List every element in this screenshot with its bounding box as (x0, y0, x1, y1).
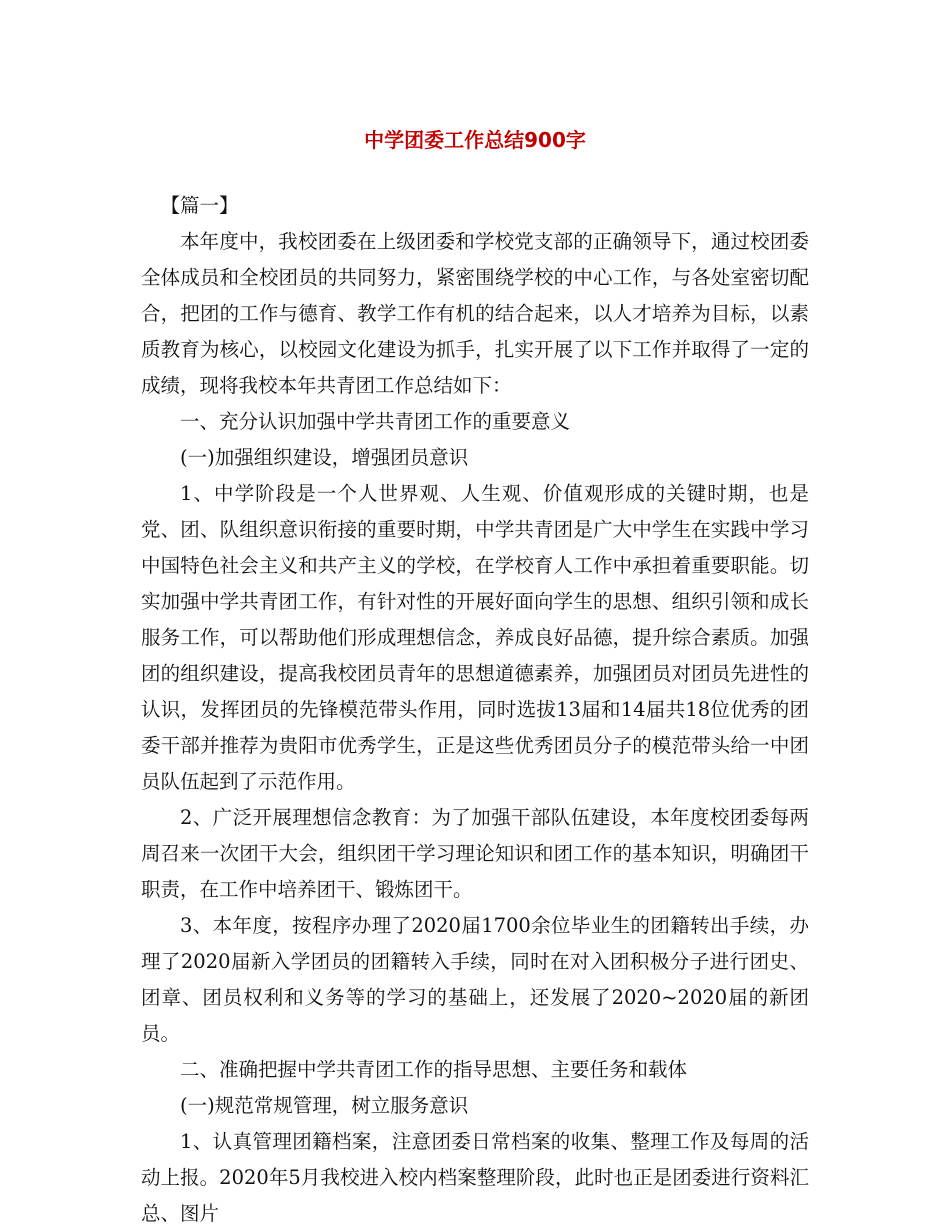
paragraph-item-2: 2、广泛开展理想信念教育：为了加强干部队伍建设，本年度校团委每两周召来一次团干大会，组织团干学习理论知识和团工作的基本知识，明确团干职责，在工作中培养团干、锻炼团干。 (141, 806, 809, 901)
subheading-2-1: (一)规范常规管理，树立服务意识 (180, 1094, 469, 1117)
subheading-1-1: (一)加强组织建设，增强团员意识 (180, 446, 469, 469)
document-body (141, 188, 809, 1232)
paragraph-item-1: 1、中学阶段是一个人世界观、人生观、价值观形成的关键时期，也是党、团、队组织意识衔接的重要时期，中学共青团是广大中学生在实践中学习中国特色社会主义和共产主义的学校，在学校育人工作中承担着重要职能。切实加强中学共青团工作，有针对性的开展好面向学生的思想、组织引领和成长服务工作，可以帮助他们形成理想信念，养成良好品德，提升综合素质。加强团的组织建设，提高我校团员青年的思想道德素养，加强团员对团员先进性的认识，发挥团员的先锋模范带头作用，同时选拔13届和14届共18位优秀的团委干部并推荐为贵阳市优秀学生，正是这些优秀团员分子的模范带头给一中团员队伍起到了示范作用。 (141, 482, 809, 793)
intro-paragraph: 本年度中，我校团委在上级团委和学校党支部的正确领导下，通过校团委全体成员和全校团员的共同努力，紧密围绕学校的中心工作，与各处室密切配合，把团的工作与德育、教学工作有机的结合起来，以人才培养为目标，以素质教育为核心，以校园文化建设为抓手，扎实开展了以下工作并取得了一定的成绩，现将我校本年共青团工作总结如下： (141, 230, 809, 397)
section-heading-1: 一、充分认识加强中学共青团工作的重要意义 (180, 410, 571, 433)
paragraph-item-4: 1、认真管理团籍档案，注意团委日常档案的收集、整理工作及每周的活动上报。2020年5月我校进入校内档案整理阶段，此时也正是团委进行资料汇总、图片 (141, 1130, 809, 1225)
section-heading-2: 二、准确把握中学共青团工作的指导思想、主要任务和载体 (180, 1058, 688, 1081)
paragraph-item-3: 3、本年度，按程序办理了2020届1700余位毕业生的团籍转出手续，办理了2020届新入学团员的团籍转入手续，同时在对入团积极分子进行团史、团章、团员权利和义务等的学习的基础上，还发展了2020~2020届的新团员。 (141, 914, 809, 1045)
document-title: 中学团委工作总结900字 (364, 128, 586, 152)
section-marker: 【篇一】 (160, 194, 239, 217)
